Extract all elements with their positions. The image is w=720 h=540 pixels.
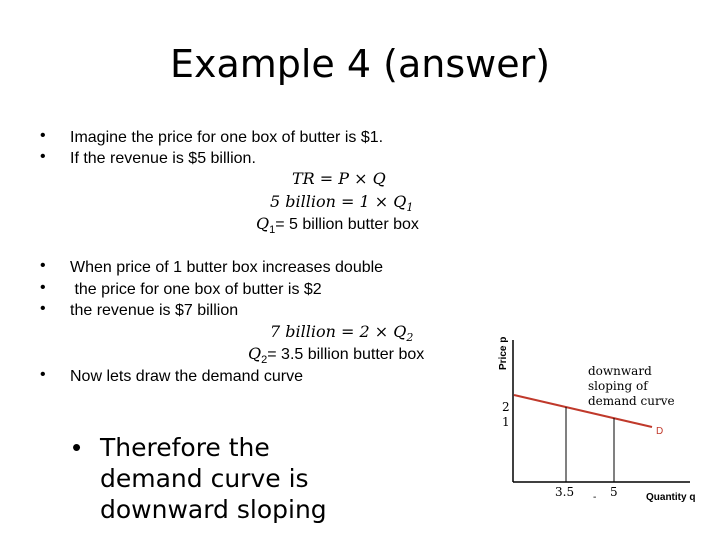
bullet-price-2: the price for one box of butter is $2 (70, 281, 322, 298)
x-tick-dash: - (593, 492, 597, 503)
bullet-dot: • (40, 366, 46, 383)
equation-q2: $Q_2= 3.5$ billion butter box (248, 344, 425, 367)
bullet-dot: • (40, 127, 46, 144)
x-tick-5: 5 (610, 485, 618, 499)
bullet-dot: • (40, 257, 46, 274)
curve-label-d: D (656, 426, 664, 437)
equation-tr: TR = P × Q (292, 169, 386, 188)
bullet-price-double: When price of 1 butter box increases double (70, 259, 384, 276)
equation-q1: $Q_1= 5$ billion butter box (256, 214, 419, 237)
annotation-line-1: downward (588, 364, 652, 378)
annotation-line-2: sloping of (588, 379, 648, 393)
conclusion-text: Therefore the demand curve is downward sloping (100, 433, 327, 524)
annotation-line-3: demand curve (588, 394, 675, 408)
bullet-revenue-7: the revenue is $7 billion (70, 302, 239, 319)
equation-5-billion: 5 billion = $1 \times Q_1$ (270, 192, 414, 215)
bullet-dot: • (40, 279, 46, 296)
y-tick-1: 1 (502, 415, 510, 429)
bullet-draw-curve: Now lets draw the demand curve (70, 368, 303, 385)
y-tick-2: 2 (502, 400, 510, 414)
equation-7-billion: 7 billion = $2 \times Q_2$ (270, 322, 414, 345)
bullet-dot: • (72, 432, 82, 462)
x-tick-3-5: 3.5 (555, 485, 575, 499)
bullet-price-1: Imagine the price for one box of butter is $1. (70, 129, 384, 146)
bullet-dot: • (40, 300, 46, 317)
bullet-dot: • (40, 148, 46, 165)
y-axis-label: Price p (498, 336, 509, 370)
bullet-revenue-5: If the revenue is $5 billion. (70, 150, 256, 167)
slide-title: Example 4 (answer) (169, 42, 551, 86)
x-axis-label: Quantity q (646, 492, 696, 503)
